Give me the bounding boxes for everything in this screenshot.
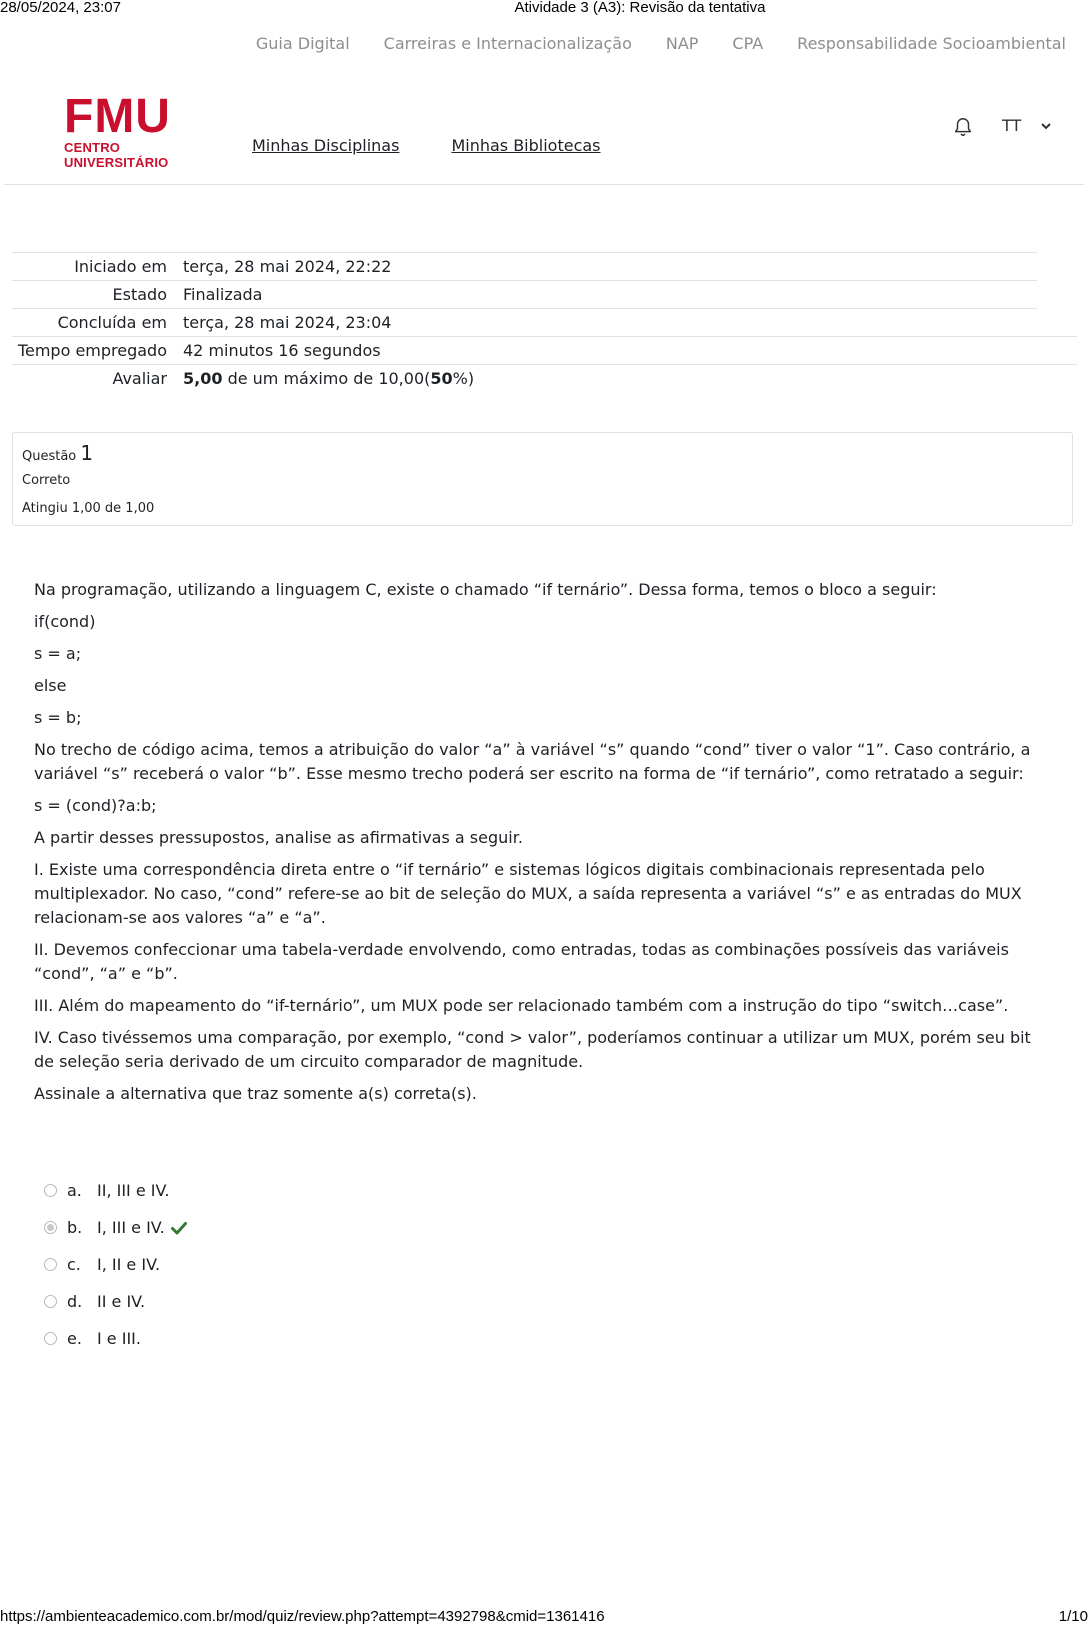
- nav-divider: [4, 184, 1084, 185]
- attempt-summary: [12, 252, 1077, 392]
- summary-row-state: [12, 280, 1037, 308]
- answer-text: I e III.: [97, 1329, 141, 1348]
- chevron-down-icon[interactable]: [1040, 120, 1052, 132]
- answer-option-e[interactable]: [44, 1320, 187, 1357]
- started-label: Iniciado em: [74, 257, 167, 276]
- completed-label: Concluída em: [57, 313, 167, 332]
- answer-text: II, III e IV.: [97, 1181, 170, 1200]
- top-link-nap[interactable]: NAP: [665, 34, 699, 53]
- question-paragraph: IV. Caso tivéssemos uma comparação, por exemplo, “cond > valor”, poderíamos continuar a utilizar um MUX, porém seu bit de seleção seria derivado de um circuito comparador de magnitude.: [34, 1028, 1031, 1071]
- print-header: [0, 0, 1088, 18]
- question-prefix: Questão: [22, 449, 77, 464]
- started-value: terça, 28 mai 2024, 22:22: [183, 257, 392, 276]
- print-datetime: 28/05/2024, 23:07: [0, 0, 121, 16]
- answer-option-d[interactable]: [44, 1283, 187, 1320]
- radio-button-selected[interactable]: [44, 1221, 57, 1234]
- answer-text: II e IV.: [97, 1292, 146, 1311]
- question-paragraph: Na programação, utilizando a linguagem C, existe o chamado “if ternário”. Dessa forma, temos o bloco a seguir:: [34, 580, 937, 599]
- nav-minhas-bibliotecas[interactable]: Minhas Bibliotecas: [451, 136, 601, 155]
- radio-button[interactable]: [44, 1184, 57, 1197]
- state-value: Finalizada: [183, 285, 263, 304]
- question-number: [22, 441, 93, 465]
- top-link-carreiras[interactable]: Carreiras e Internacionalização: [383, 34, 632, 53]
- question-grade: Atingiu 1,00 de 1,00: [22, 501, 155, 516]
- top-links: [256, 34, 1066, 53]
- grade-suffix: %): [452, 369, 475, 388]
- question-paragraph: s = (cond)?a:b;: [34, 796, 157, 815]
- logo-sub: CENTRO UNIVERSITÁRIO: [64, 140, 169, 170]
- summary-row-time: [12, 336, 1077, 364]
- answer-text: I, II e IV.: [97, 1255, 161, 1274]
- summary-row-started: [12, 252, 1037, 280]
- question-paragraph: No trecho de código acima, temos a atribuição do valor “a” à variável “s” quando “cond” tiver o valor “1”. Caso contrário, a variável “s” receberá o valor “b”. Esse mesmo trecho poderá ser escrito na forma de “if ternário”, como retratado a seguir:: [34, 740, 1031, 783]
- radio-button[interactable]: [44, 1295, 57, 1308]
- answer-option-b[interactable]: [44, 1209, 187, 1246]
- question-state: Correto: [22, 473, 71, 488]
- top-link-cpa[interactable]: CPA: [732, 34, 764, 53]
- question-paragraph: s = b;: [34, 708, 82, 727]
- radio-button[interactable]: [44, 1332, 57, 1345]
- question-info-box: [12, 432, 1073, 526]
- grade-percent: 50: [430, 369, 453, 388]
- answer-text: I, III e IV.: [97, 1218, 165, 1237]
- answer-letter: c.: [67, 1255, 81, 1274]
- top-link-responsabilidade[interactable]: Responsabilidade Socioambiental: [797, 34, 1066, 53]
- user-initials-avatar[interactable]: TT: [1002, 116, 1022, 135]
- completed-value: terça, 28 mai 2024, 23:04: [183, 313, 392, 332]
- question-paragraph: s = a;: [34, 644, 82, 663]
- question-paragraph: III. Além do mapeamento do “if-ternário”, um MUX pode ser relacionado também com a instrução do tipo “switch…case”.: [34, 996, 1009, 1015]
- answer-letter: b.: [67, 1218, 83, 1237]
- bell-icon[interactable]: [952, 116, 974, 138]
- summary-row-grade: [12, 364, 1077, 392]
- grade-text: de um máximo de 10,00(: [222, 369, 431, 388]
- nav-minhas-disciplinas[interactable]: Minhas Disciplinas: [252, 136, 400, 155]
- question-paragraph: I. Existe uma correspondência direta entre o “if ternário” e sistemas lógicos digitais combinacionais representada pelo multiplexador. No caso, “cond” refere-se ao bit de seleção do MUX, a saída representa a variável “s” e as entradas do MUX relacionam-se aos valores “a” e “a”.: [34, 860, 1022, 927]
- question-number-value: 1: [80, 441, 94, 465]
- answer-letter: d.: [67, 1292, 83, 1311]
- question-paragraph: A partir desses pressupostos, analise as afirmativas a seguir.: [34, 828, 523, 847]
- grade-value: [183, 369, 474, 388]
- answer-letter: e.: [67, 1329, 82, 1348]
- answer-option-c[interactable]: [44, 1246, 187, 1283]
- summary-row-completed: [12, 308, 1037, 336]
- question-paragraph: if(cond): [34, 612, 96, 631]
- time-value: 42 minutos 16 segundos: [183, 341, 381, 360]
- question-paragraph: else: [34, 676, 67, 695]
- grade-score: 5,00: [183, 369, 223, 388]
- fmu-logo[interactable]: [64, 90, 204, 170]
- check-correct-icon: [171, 1221, 187, 1235]
- question-paragraph: Assinale a alternativa que traz somente a(s) correta(s).: [34, 1084, 477, 1103]
- radio-button[interactable]: [44, 1258, 57, 1271]
- print-title: Atividade 3 (A3): Revisão da tentativa: [514, 0, 766, 16]
- answer-options: [44, 1172, 187, 1357]
- answer-letter: a.: [67, 1181, 82, 1200]
- top-link-guia-digital[interactable]: Guia Digital: [255, 34, 350, 53]
- print-footer: [0, 1607, 1088, 1625]
- state-label: Estado: [112, 285, 167, 304]
- grade-label: Avaliar: [112, 369, 167, 388]
- time-label: Tempo empregado: [17, 341, 167, 360]
- print-page-count: 1/10: [1058, 1608, 1088, 1625]
- print-url: https://ambienteacademico.com.br/mod/quiz/review.php?attempt=4392798&cmid=1361416: [0, 1608, 605, 1625]
- question-paragraph: II. Devemos confeccionar uma tabela-verdade envolvendo, como entradas, todas as combinações possíveis das variáveis “cond”, “a” e “b”.: [34, 940, 1009, 983]
- main-nav: [252, 136, 601, 155]
- answer-option-a[interactable]: [44, 1172, 187, 1209]
- logo-main: FMU: [64, 90, 171, 143]
- question-text: [34, 578, 1054, 1114]
